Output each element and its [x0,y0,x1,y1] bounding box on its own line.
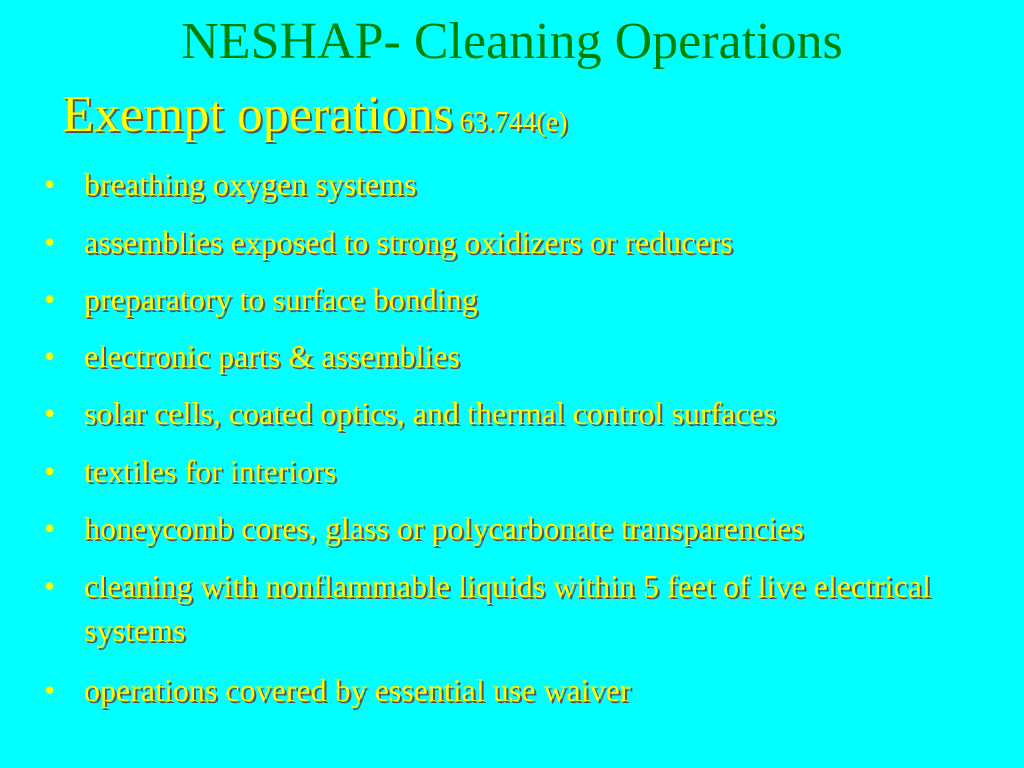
bullet-icon: • [44,338,56,374]
bullet-icon: • [44,281,56,317]
bullet-text: honeycomb cores, glass or polycarbonate transparencies [84,510,804,546]
bullet-text: cleaning with nonflammable liquids within 5 feet of live electrical systems [84,568,931,648]
bullet-icon: • [44,568,56,604]
bullet-icon: • [44,395,56,431]
regulation-reference: 63.744(e) [459,107,568,138]
bullet-icon: • [44,224,56,260]
bullet-icon: • [44,453,56,489]
subtitle-text: Exempt operations [62,86,454,143]
bullet-icon: • [44,166,56,202]
slide-title: NESHAP- Cleaning Operations [181,13,843,70]
bullet-text: textiles for interiors [84,453,337,489]
bullet-text: operations covered by essential use waiver [84,672,631,708]
bullet-text: assemblies exposed to strong oxidizers or reducers [84,224,733,260]
bullet-text: breathing oxygen systems [84,166,417,202]
bullet-icon: • [44,672,56,708]
bullet-text: solar cells, coated optics, and thermal control surfaces [84,395,777,431]
slide-subtitle [62,84,567,146]
bullet-text: preparatory to surface bonding [84,281,478,317]
bullet-icon: • [44,510,56,546]
bullet-text: electronic parts & assemblies [84,338,460,374]
